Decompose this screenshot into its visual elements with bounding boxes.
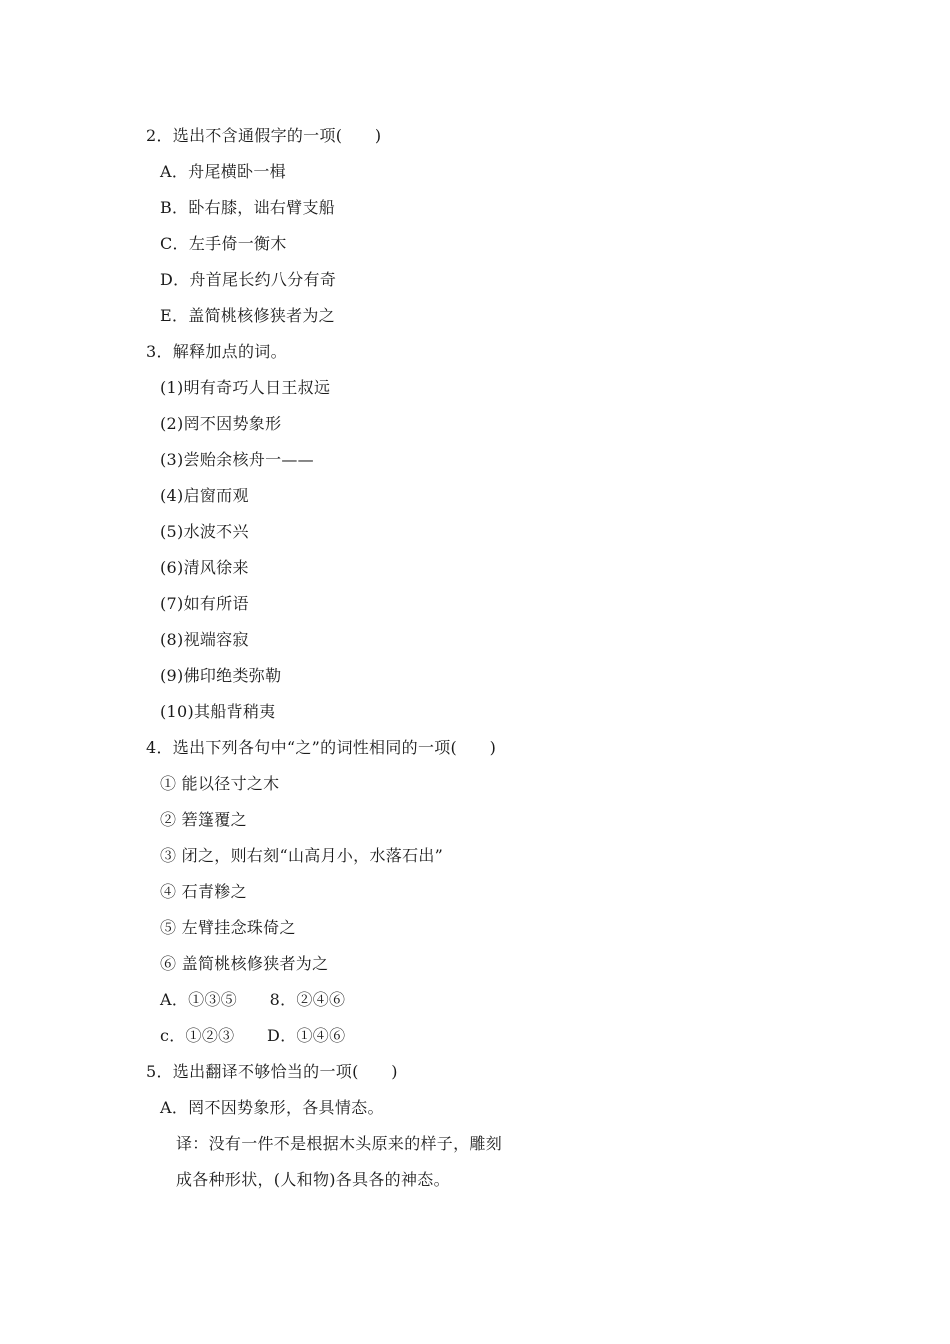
question-3-item: (9)佛印绝类弥勒 bbox=[160, 666, 282, 685]
question-3-item: (10)其船背稍夷 bbox=[160, 702, 276, 721]
question-5-translation-line-1: 译：没有一件不是根据木头原来的样子，雕刻 bbox=[176, 1134, 503, 1153]
question-4-sentence: ② 箬篷覆之 bbox=[160, 810, 247, 829]
question-5-option-a: A．罔不因势象形，各具情态。 bbox=[160, 1098, 384, 1117]
question-2-option-b: B．卧右膝，诎右臂支船 bbox=[160, 198, 336, 217]
question-2-option-d: D．舟首尾长约八分有奇 bbox=[160, 270, 337, 289]
question-3-stem: 3．解释加点的词。 bbox=[146, 342, 287, 361]
question-3-item: (1)明有奇巧人日王叔远 bbox=[160, 378, 331, 397]
question-2-stem: 2．选出不含通假字的一项( ) bbox=[146, 126, 382, 145]
question-4-choices-row-1: A．①③⑤ 8．②④⑥ bbox=[160, 990, 346, 1009]
question-4-sentence: ⑥ 盖简桃核修狭者为之 bbox=[160, 954, 329, 973]
question-4-sentence: ① 能以径寸之木 bbox=[160, 774, 280, 793]
question-2-option-c: C．左手倚一衡木 bbox=[160, 234, 287, 253]
question-3-item: (4)启窗而观 bbox=[160, 486, 249, 505]
question-4-sentence: ⑤ 左臂挂念珠倚之 bbox=[160, 918, 296, 937]
question-3-item: (2)罔不因势象形 bbox=[160, 414, 282, 433]
question-2-option-e: E．盖简桃核修狭者为之 bbox=[160, 306, 335, 325]
question-4-sentence: ③ 闭之，则右刻“山高月小，水落石出” bbox=[160, 846, 444, 865]
question-3-item: (5)水波不兴 bbox=[160, 522, 249, 541]
question-5-stem: 5．选出翻译不够恰当的一项( ) bbox=[146, 1062, 398, 1081]
question-3-item: (7)如有所语 bbox=[160, 594, 249, 613]
question-3-item: (3)尝贻余核舟一—— bbox=[160, 450, 314, 469]
question-3-item: (8)视端容寂 bbox=[160, 630, 249, 649]
question-2-option-a: A．舟尾横卧一楫 bbox=[160, 162, 286, 181]
question-3-item: (6)清风徐来 bbox=[160, 558, 249, 577]
question-4-sentence: ④ 石青糁之 bbox=[160, 882, 247, 901]
question-4-stem: 4．选出下列各句中“之”的词性相同的一项( ) bbox=[146, 738, 497, 757]
question-4-choices-row-2: c．①②③ D．①④⑥ bbox=[160, 1026, 346, 1045]
question-5-translation-line-2: 成各种形状，(人和物)各具各的神态。 bbox=[176, 1170, 450, 1189]
